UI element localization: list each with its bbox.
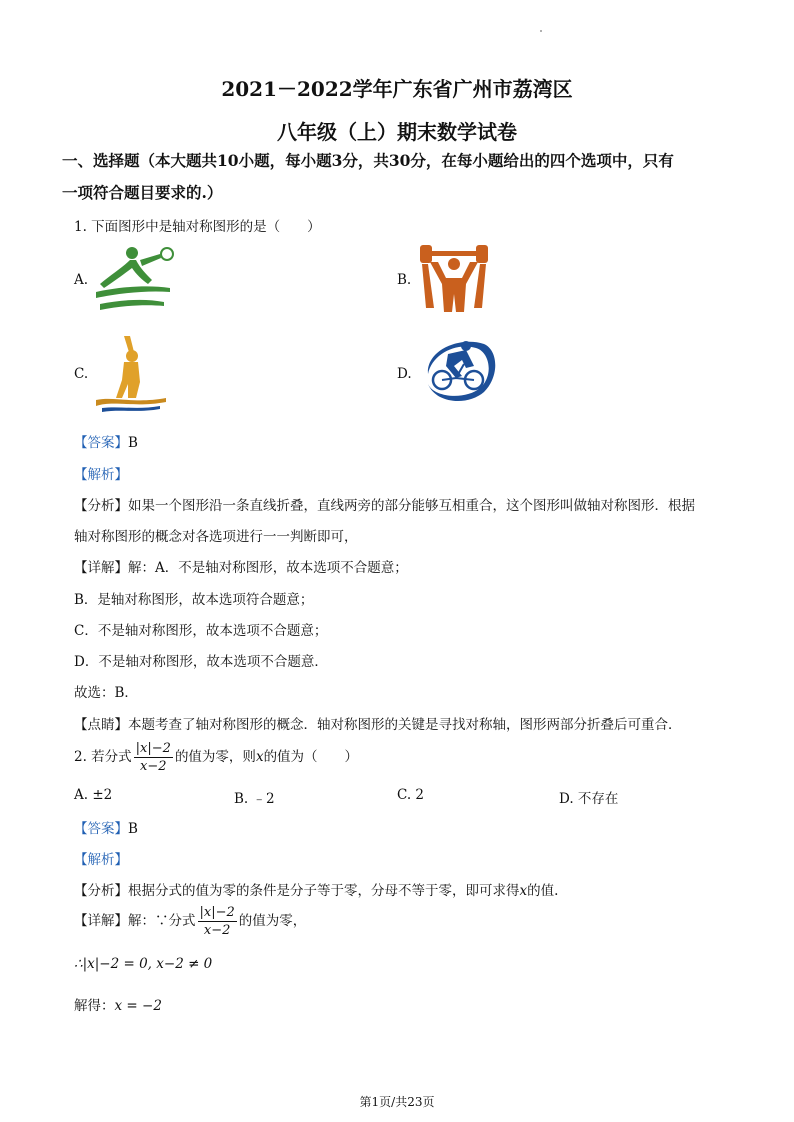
q2-detail-tag: 【详解】 xyxy=(74,913,128,929)
q2-solve-prefix: 解得： xyxy=(74,998,115,1014)
q2-stem-suffix1: 的值为零，则 xyxy=(174,749,256,765)
q1-comment-text: 本题考查了轴对称图形的概念．轴对称图形的关键是寻找对称轴，图形两部分折叠后可重合． xyxy=(128,717,682,733)
section-heading xyxy=(62,145,742,209)
volleyball-player-icon xyxy=(94,244,176,314)
q1-fenxi-text1: 如果一个图形沿一条直线折叠，直线两旁的部分能够互相重合，这个图形叫做轴对称图形．根据 xyxy=(128,498,695,514)
q2-stem-prefix: 2. 若分式 xyxy=(74,749,132,765)
q1-answer xyxy=(74,431,138,451)
q1-detail-text1: 解：A．不是轴对称图形，故本选项不合题意； xyxy=(128,560,408,576)
q2-option-d: D. 不存在 xyxy=(559,791,619,807)
q1-detail-line2: B．是轴对称图形，故本选项符合题意； xyxy=(74,592,314,608)
q1-answer-tag: 【答案】 xyxy=(74,435,128,451)
fraction-numerator: |x|−2 xyxy=(135,741,171,756)
cyclist-icon xyxy=(418,336,498,408)
page-title-line1: 2021－2022学年广东省广州市荔湾区 xyxy=(221,77,573,101)
q2-detail-prefix: 解：∵分式 xyxy=(128,913,196,929)
q1-option-c-label: C. xyxy=(74,366,89,382)
q2-analysis-tag: 【解析】 xyxy=(74,852,128,868)
page-footer: 第1页/共23页 xyxy=(359,1095,435,1109)
scan-dot xyxy=(540,30,542,32)
q1-detail-tag: 【详解】 xyxy=(74,560,128,576)
section-heading-line1: 一、选择题（本大题共10小题，每小题3分，共30分，在每小题给出的四个选项中，只有 xyxy=(62,151,674,170)
q2-stem-var: x xyxy=(255,749,264,765)
q1-option-a-label: A. xyxy=(74,272,89,288)
section-heading-line2: 一项符合题目要求的.） xyxy=(62,183,223,202)
q1-option-b-label: B. xyxy=(397,272,412,288)
q2-fenxi-end: 的值. xyxy=(527,883,559,899)
q2-fenxi-text: 根据分式的值为零的条件是分子等于零，分母不等于零，即可求得 xyxy=(128,883,520,899)
q2-fenxi xyxy=(74,879,558,899)
q1-fenxi-tag: 【分析】 xyxy=(74,498,128,514)
q2-fenxi-var: x xyxy=(519,883,528,899)
q1-comment-tag: 【点睛】 xyxy=(74,717,128,733)
q2-option-c: C. 2 xyxy=(397,787,425,803)
q2-solve xyxy=(74,994,162,1014)
weightlifter-icon xyxy=(418,242,490,314)
q1-detail-line3: C．不是轴对称图形，故本选项不合题意； xyxy=(74,623,328,639)
fraction-denominator: x−2 xyxy=(203,923,231,938)
q1-answer-value: B xyxy=(128,435,138,451)
q2-fenxi-tag: 【分析】 xyxy=(74,883,128,899)
fraction-denominator: x−2 xyxy=(140,759,167,774)
q1-fenxi-line2: 轴对称图形的概念对各选项进行一一判断即可， xyxy=(74,529,358,545)
page-title-line2: 八年级（上）期末数学试卷 xyxy=(277,120,517,144)
q1-stem: 1. 下面图形中是轴对称图形的是（ ） xyxy=(74,219,321,235)
q2-detail-suffix: 的值为零， xyxy=(238,913,307,929)
q1-detail-line5: 故选：B． xyxy=(74,685,138,701)
q1-analysis-tag: 【解析】 xyxy=(74,467,128,483)
q2-answer-tag: 【答案】 xyxy=(74,821,128,837)
q2-detail xyxy=(74,904,306,939)
q2-answer xyxy=(74,817,138,837)
golfer-icon xyxy=(94,334,168,414)
q2-answer-value: B xyxy=(128,821,138,837)
q2-stem-suffix2: 的值为（ ） xyxy=(263,749,359,765)
q2-option-a: A. ±2 xyxy=(74,787,113,803)
q2-option-b: B. ﹣2 xyxy=(234,791,275,807)
q1-detail-line1 xyxy=(74,556,408,576)
q1-option-d-label: D. xyxy=(397,366,412,382)
fraction-numerator: |x|−2 xyxy=(199,905,235,920)
q1-detail-line4: D．不是轴对称图形，故本选项不合题意． xyxy=(74,654,328,670)
q1-fenxi-line1 xyxy=(74,494,695,514)
q2-detail-fraction xyxy=(198,904,237,939)
q2-solve-value: x = −2 xyxy=(114,998,162,1014)
q2-stem xyxy=(74,740,358,775)
q2-stem-fraction xyxy=(134,740,173,775)
q1-comment xyxy=(74,713,682,733)
q2-therefore: ∴|x|−2 = 0, x−2 ≠ 0 xyxy=(74,956,213,972)
